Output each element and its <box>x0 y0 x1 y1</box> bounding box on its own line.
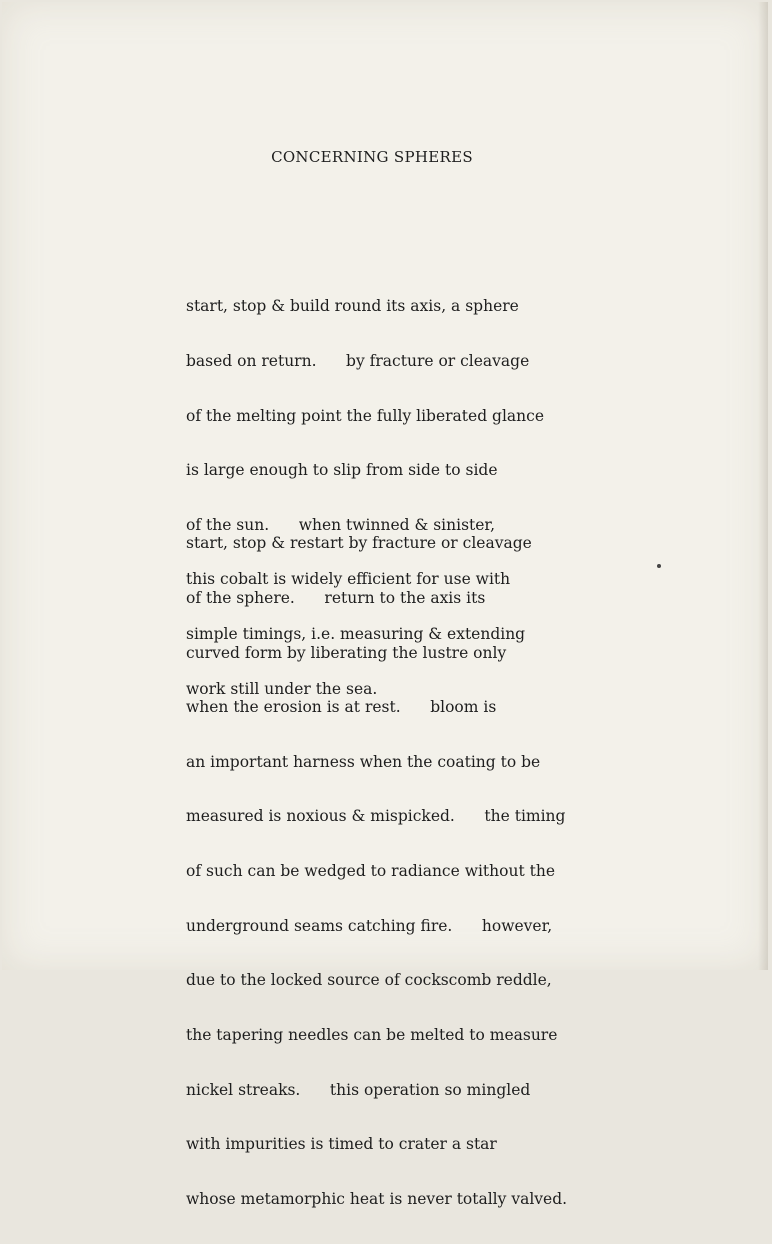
stanza-line: of such can be wedged to radiance without the <box>186 862 555 881</box>
stanza-line: the tapering needles can be melted to measure <box>186 1025 558 1044</box>
stanza-line: start, stop & restart by fracture or cleavage <box>186 534 532 553</box>
stanza-line: of the melting point the fully liberated glance <box>186 406 544 425</box>
poem-title: CONCERNING SPHERES <box>271 148 473 166</box>
stanza-line: work still under the sea. <box>186 679 378 698</box>
stanza-line: of the sphere. return to the axis its <box>186 589 486 608</box>
stanza-line: curved form by liberating the lustre only <box>186 643 507 662</box>
stanza-2 <box>186 498 567 1244</box>
stanza-line: whose metamorphic heat is never totally valved. <box>186 1189 568 1208</box>
stanza-line: simple timings, i.e. measuring & extending <box>186 625 526 644</box>
document-page <box>2 2 768 1208</box>
stanza-line: nickel streaks. this operation so mingled <box>186 1080 531 1099</box>
stanza-line: based on return. by fracture or cleavage <box>186 352 530 371</box>
page-edge-shadow <box>758 2 768 970</box>
stanza-line: when the erosion is at rest. bloom is <box>186 698 497 717</box>
stanza-line: measured is noxious & mispicked. the timing <box>186 807 566 826</box>
ink-speck <box>657 564 661 568</box>
stanza-line: an important harness when the coating to be <box>186 752 541 771</box>
stanza-line: this cobalt is widely efficient for use with <box>186 570 511 589</box>
stanza-line: start, stop & build round its axis, a sphere <box>186 297 519 316</box>
stanza-line: with impurities is timed to crater a star <box>186 1135 497 1154</box>
stanza-line: of the sun. when twinned & sinister, <box>186 515 496 534</box>
stanza-line: is large enough to slip from side to side <box>186 461 498 480</box>
stanza-line: underground seams catching fire. however, <box>186 916 553 935</box>
stanza-line: due to the locked source of cockscomb reddle, <box>186 971 552 990</box>
